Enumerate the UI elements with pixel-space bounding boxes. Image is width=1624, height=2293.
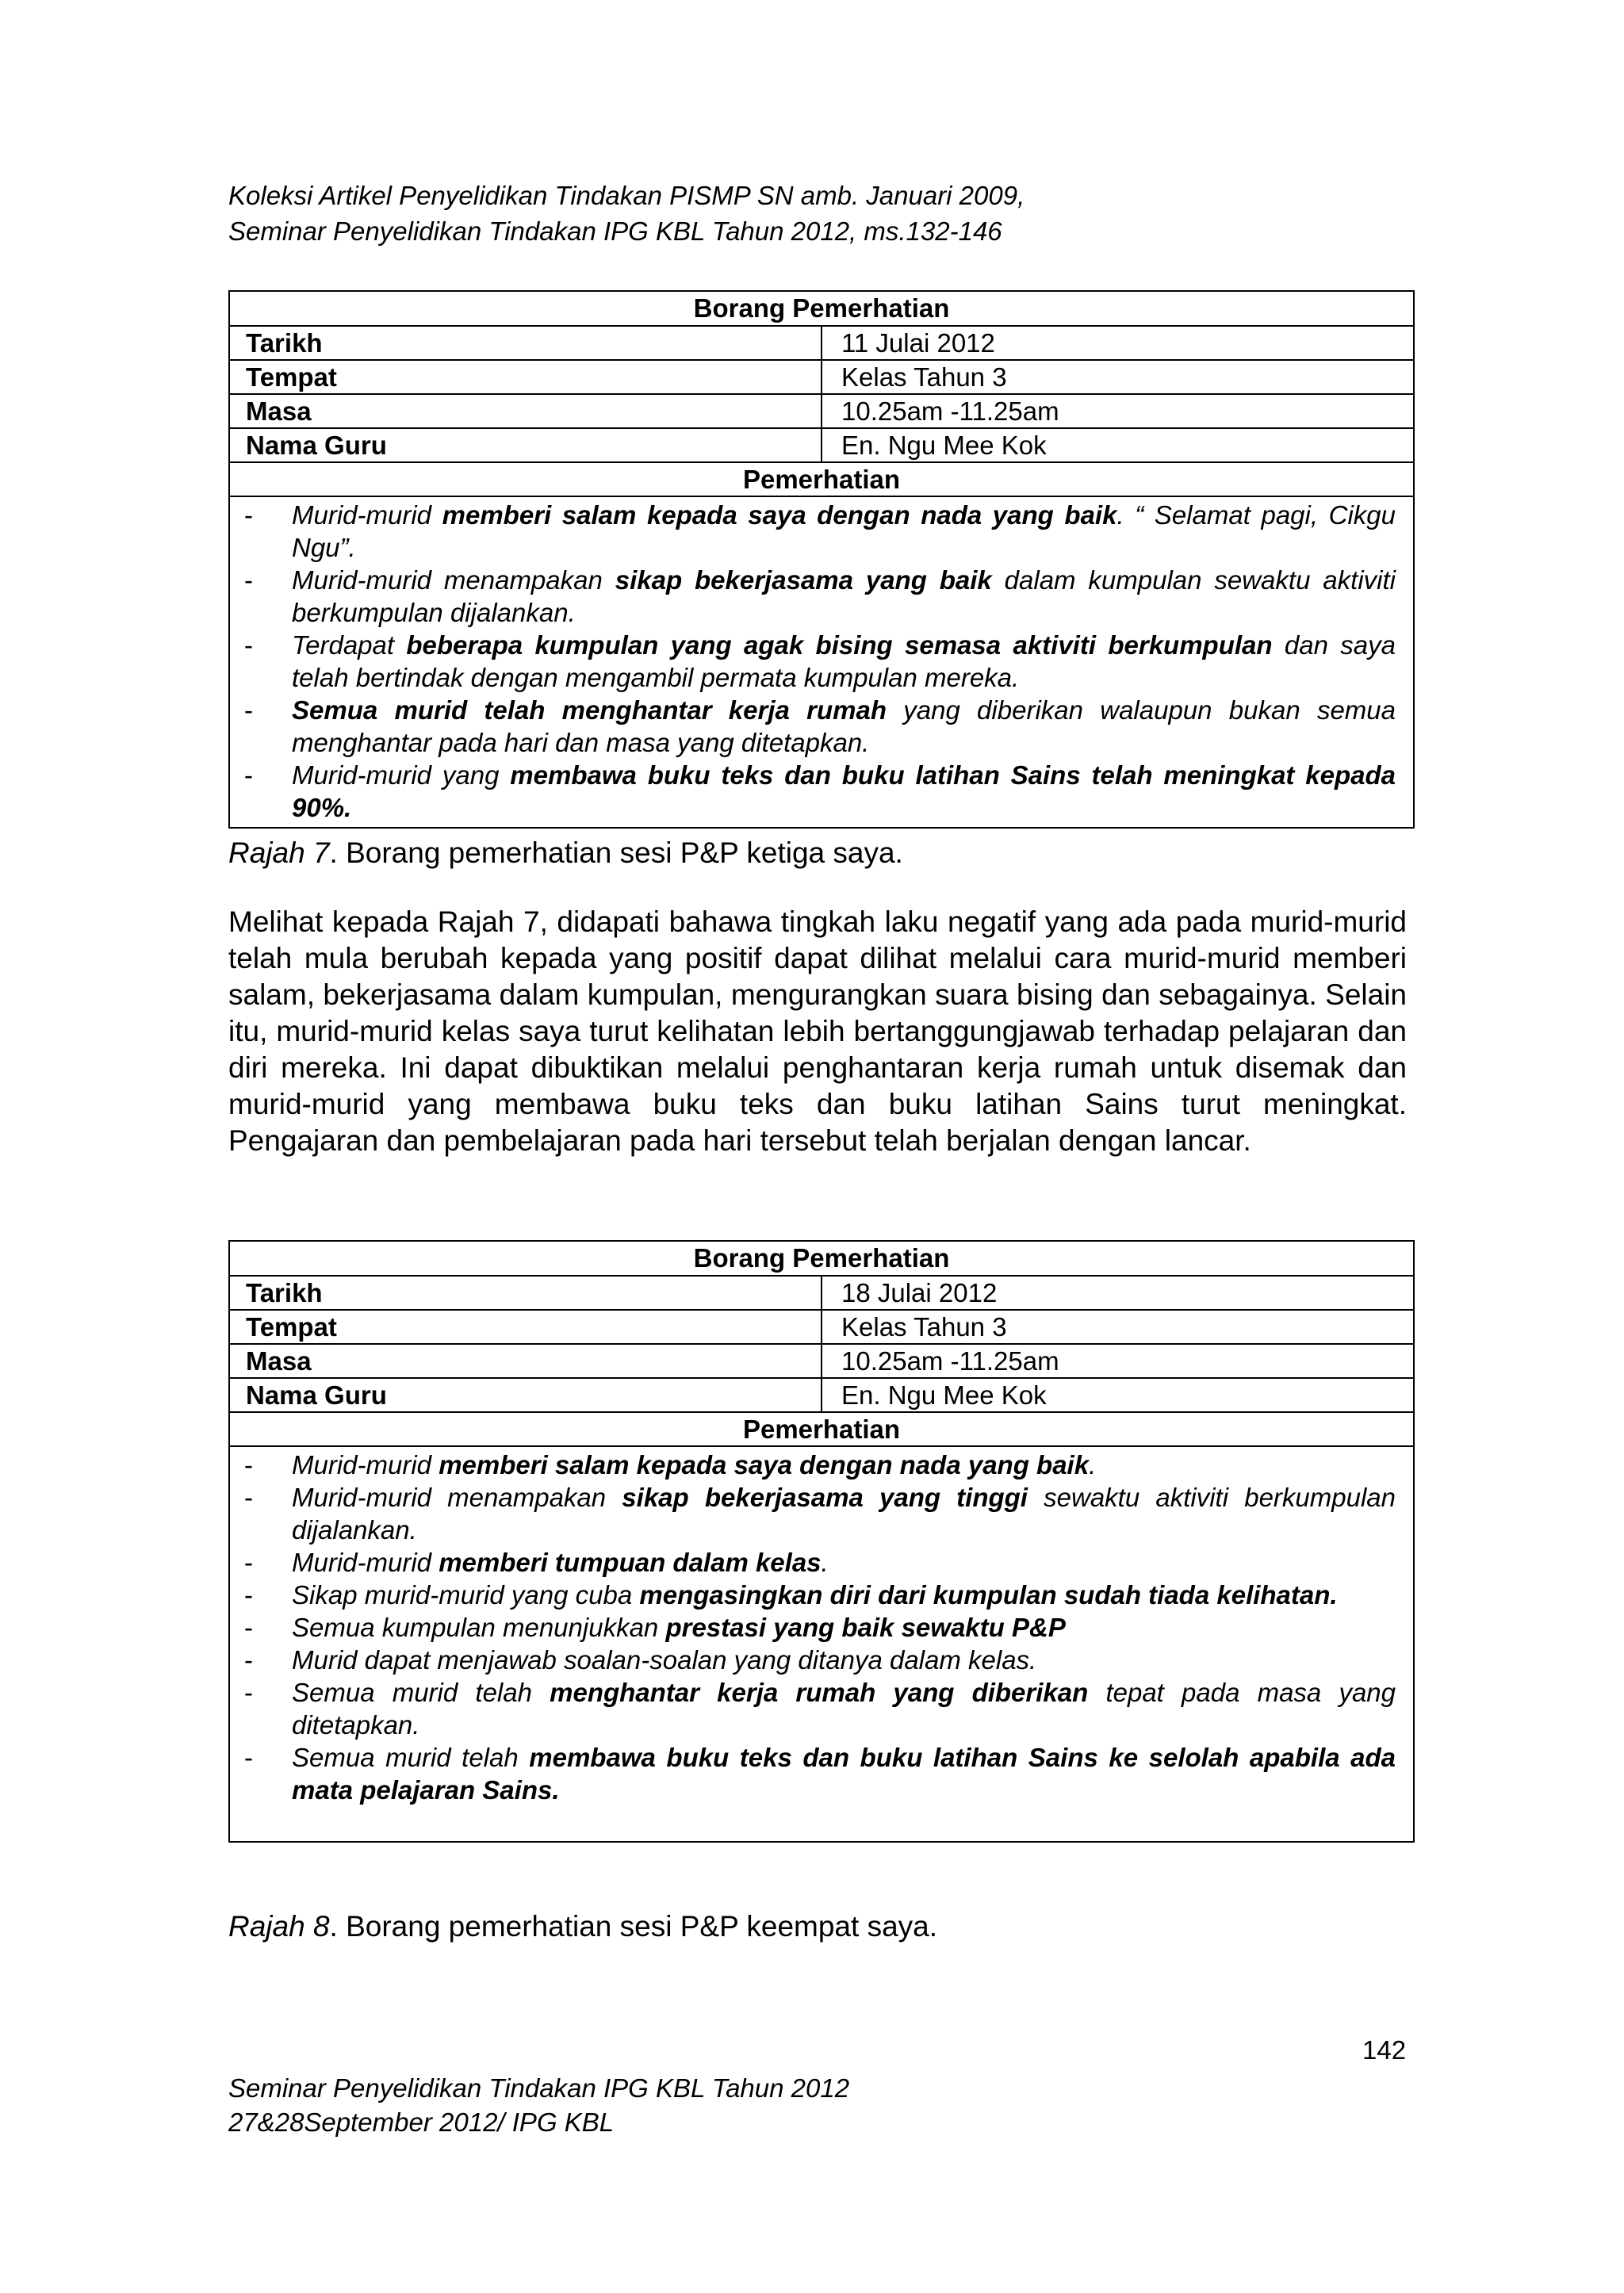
observation-section-title: Pemerhatian bbox=[229, 1412, 1414, 1446]
note-item: - Murid-murid yang membawa buku teks dan buku latihan Sains telah meningkat kepada 90%. bbox=[244, 760, 1396, 822]
form-label-place: Tempat bbox=[229, 1310, 822, 1344]
note-item: - Semua kumpulan menunjukkan prestasi yang baik sewaktu P&P bbox=[244, 1613, 1066, 1642]
note-item: - Murid-murid memberi salam kepada saya dengan nada yang baik. “ Selamat pagi, Cikgu Ngu”. bbox=[244, 500, 1396, 562]
note-item: - Terdapat beberapa kumpulan yang agak bising semasa aktiviti berkumpulan dan saya telah bertindak dengan mengambil permata kumpulan mereka. bbox=[244, 630, 1396, 692]
running-header bbox=[228, 178, 1025, 249]
form-value-date: 11 Julai 2012 bbox=[822, 326, 1414, 360]
body-paragraph: Melihat kepada Rajah 7, didapati bahawa tingkah laku negatif yang ada pada murid-murid telah mula berubah kepada yang positif dapat dilihat melalui cara murid-murid memberi salam, bekerjasama dalam kumpulan, mengurangkan suara bising dan sebagainya. Selain itu, murid-murid kelas saya turut kelihatan lebih bertanggungjawab terhadap pelajaran dan diri mereka. Ini dapat dibuktikan melalui penghantaran kerja rumah untuk disemak dan murid-murid yang membawa buku teks dan buku latihan Sains turut meningkat. Pengajaran dan pembelajaran pada hari tersebut telah berjalan dengan lancar. bbox=[228, 905, 1407, 1157]
notes-spacer bbox=[230, 1806, 1396, 1838]
figure-caption-7: Rajah 7. Borang pemerhatian sesi P&P ketiga saya. bbox=[228, 836, 903, 869]
figure-caption-8: Rajah 8. Borang pemerhatian sesi P&P keempat saya. bbox=[228, 1910, 937, 1943]
form-value-teacher: En. Ngu Mee Kok bbox=[822, 1378, 1414, 1412]
form-value-time: 10.25am -11.25am bbox=[822, 394, 1414, 428]
page-number: 142 bbox=[1362, 2035, 1407, 2065]
note-item: - Murid-murid menampakan sikap bekerjasama yang baik dalam kumpulan sewaktu aktiviti berkumpulan dijalankan. bbox=[244, 565, 1396, 627]
form-value-teacher: En. Ngu Mee Kok bbox=[822, 428, 1414, 462]
note-item: - Murid-murid memberi salam kepada saya dengan nada yang baik. bbox=[244, 1450, 1097, 1480]
form-value-time: 10.25am -11.25am bbox=[822, 1344, 1414, 1378]
form-value-date: 18 Julai 2012 bbox=[822, 1276, 1414, 1310]
note-item: - Semua murid telah menghantar kerja rumah yang diberikan tepat pada masa yang ditetapkan. bbox=[244, 1678, 1396, 1740]
form-label-teacher: Nama Guru bbox=[229, 1378, 822, 1412]
note-item: - Sikap murid-murid yang cuba mengasingkan diri dari kumpulan sudah tiada kelihatan. bbox=[244, 1580, 1338, 1610]
header-line-2: Seminar Penyelidikan Tindakan IPG KBL Tahun 2012, ms.132-146 bbox=[228, 216, 1002, 246]
form-title: Borang Pemerhatian bbox=[229, 1241, 1414, 1276]
observation-form-2 bbox=[228, 1240, 1415, 1843]
footer-line-1: Seminar Penyelidikan Tindakan IPG KBL Tahun 2012 bbox=[228, 2073, 850, 2103]
running-footer bbox=[228, 2071, 849, 2139]
note-item: - Semua murid telah membawa buku teks dan buku latihan Sains ke selolah apabila ada mata pelajaran Sains. bbox=[244, 1743, 1396, 1805]
observation-section-title: Pemerhatian bbox=[229, 462, 1414, 496]
observation-notes bbox=[229, 496, 1414, 828]
form-label-place: Tempat bbox=[229, 360, 822, 394]
form-label-teacher: Nama Guru bbox=[229, 428, 822, 462]
form-label-date: Tarikh bbox=[229, 326, 822, 360]
note-item: - Murid-murid menampakan sikap bekerjasama yang tinggi sewaktu aktiviti berkumpulan dijalankan. bbox=[244, 1483, 1396, 1545]
header-line-1: Koleksi Artikel Penyelidikan Tindakan PISMP SN amb. Januari 2009, bbox=[228, 181, 1025, 210]
form-label-date: Tarikh bbox=[229, 1276, 822, 1310]
note-item: - Murid dapat menjawab soalan-soalan yang ditanya dalam kelas. bbox=[244, 1645, 1037, 1675]
observation-form-1 bbox=[228, 290, 1415, 829]
form-label-time: Masa bbox=[229, 1344, 822, 1378]
form-label-time: Masa bbox=[229, 394, 822, 428]
footer-line-2: 27&28September 2012/ IPG KBL bbox=[228, 2107, 615, 2137]
form-value-place: Kelas Tahun 3 bbox=[822, 360, 1414, 394]
form-value-place: Kelas Tahun 3 bbox=[822, 1310, 1414, 1344]
form-title: Borang Pemerhatian bbox=[229, 291, 1414, 326]
note-item: - Murid-murid memberi tumpuan dalam kelas. bbox=[244, 1548, 829, 1577]
observation-notes bbox=[229, 1446, 1414, 1842]
note-item: - Semua murid telah menghantar kerja rumah yang diberikan walaupun bukan semua menghantar pada hari dan masa yang ditetapkan. bbox=[244, 695, 1396, 757]
